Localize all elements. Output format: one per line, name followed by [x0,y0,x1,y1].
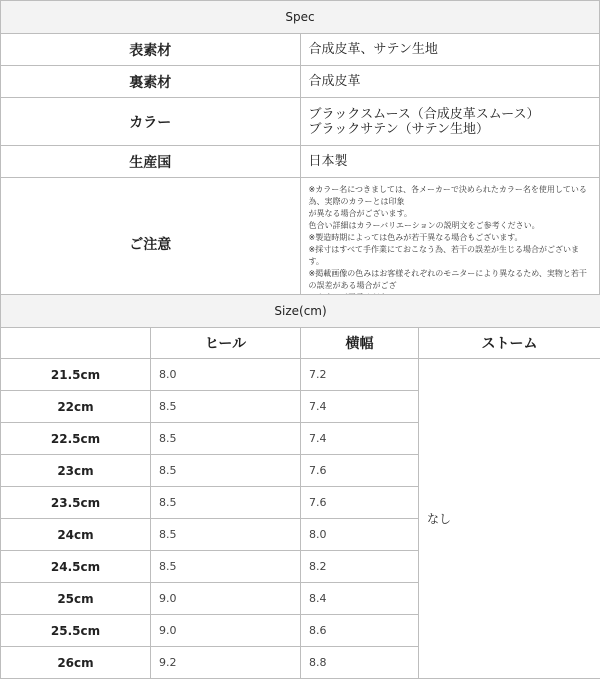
spec-value-outer-material: 合成皮革、サテン生地 [300,34,600,66]
width-cell: 7.4 [301,423,419,455]
spec-label-lining-material: 裏素材 [1,66,301,98]
size-cell: 25.5cm [1,615,151,647]
width-cell: 8.0 [301,519,419,551]
heel-cell: 8.5 [151,455,301,487]
heel-cell: 8.5 [151,423,301,455]
size-table [0,294,600,679]
storm-cell: なし [419,359,600,679]
spec-title: Spec [1,1,600,34]
spec-value-lining-material: 合成皮革 [300,66,600,98]
width-cell: 7.6 [301,455,419,487]
heel-cell: 8.0 [151,359,301,391]
color-line: ブラックサテン（サテン生地） [308,121,489,137]
heel-cell: 8.5 [151,519,301,551]
size-title: Size(cm) [1,295,600,328]
spec-label-notice: ご注意 [1,178,301,311]
notice-line: 色合い詳細はカラーバリエーションの説明文をご参考ください。 [308,221,540,230]
notice-line: ※掲載画像の色みはお客様それぞれのモニターにより異なるため、実物と若干の誤差がある場合がござ [308,269,587,290]
spec-label-color: カラー [1,98,301,146]
heel-cell: 8.5 [151,487,301,519]
spec-value-country: 日本製 [300,146,600,178]
spec-value-color [300,98,600,146]
width-cell: 7.4 [301,391,419,423]
width-cell: 8.6 [301,615,419,647]
spec-label-outer-material: 表素材 [1,34,301,66]
size-cell: 23.5cm [1,487,151,519]
width-cell: 8.8 [301,647,419,679]
heel-cell: 8.5 [151,551,301,583]
width-column-header: 横幅 [301,328,419,359]
notice-line: ※製造時期によっては色みが若干異なる場合もございます。 [308,233,523,242]
notice-line: が異なる場合がございます。 [308,209,412,218]
heel-cell: 8.5 [151,391,301,423]
size-cell: 21.5cm [1,359,151,391]
heel-cell: 9.0 [151,615,301,647]
size-cell: 22.5cm [1,423,151,455]
heel-cell: 9.2 [151,647,301,679]
size-cell: 24cm [1,519,151,551]
spec-label-country: 生産国 [1,146,301,178]
spec-value-notice [300,178,600,311]
width-cell: 7.2 [301,359,419,391]
spec-table [0,0,600,311]
color-line: ブラックスムース（合成皮革スムース） [308,106,540,122]
storm-column-header: ストーム [419,328,600,359]
size-cell: 22cm [1,391,151,423]
size-column-header [1,328,151,359]
notice-line: ※採寸はすべて手作業にておこなう為、若干の誤差が生じる場合がございます。 [308,245,580,266]
size-cell: 26cm [1,647,151,679]
width-cell: 8.2 [301,551,419,583]
size-cell: 23cm [1,455,151,487]
width-cell: 8.4 [301,583,419,615]
size-cell: 24.5cm [1,551,151,583]
size-cell: 25cm [1,583,151,615]
width-cell: 7.6 [301,487,419,519]
notice-line: ※カラー名につきましては、各メーカーで決められたカラー名を使用している為、実際のカラーとは印象 [308,185,587,206]
heel-column-header: ヒール [151,328,301,359]
heel-cell: 9.0 [151,583,301,615]
